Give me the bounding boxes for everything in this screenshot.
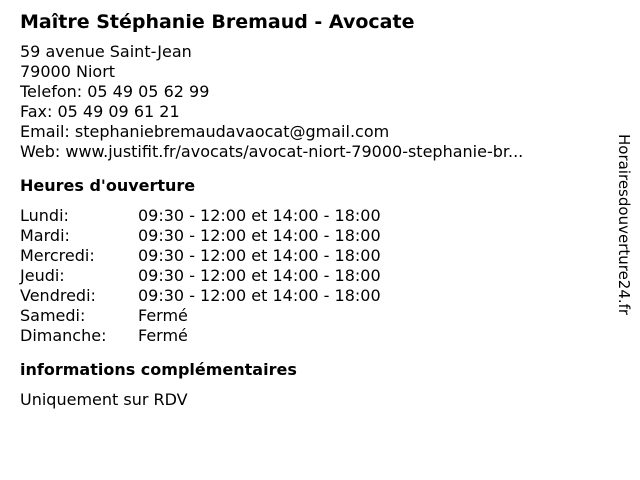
hours-row-friday (20, 286, 600, 306)
business-card (20, 10, 600, 410)
hours-time-value: Fermé (138, 326, 188, 345)
hours-day-label: Vendredi: (20, 286, 96, 305)
hours-row-monday (20, 206, 600, 226)
hours-day-label: Mercredi: (20, 246, 95, 265)
hours-time-value: 09:30 - 12:00 et 14:00 - 18:00 (138, 286, 381, 305)
hours-day-label: Jeudi: (20, 266, 65, 285)
opening-hours-table (20, 206, 600, 346)
email-address: Email: stephaniebremaudavaocat@gmail.com (20, 122, 390, 141)
hours-row-wednesday (20, 246, 600, 266)
brand-watermark: Horairesdouverture24.fr (615, 134, 633, 316)
hours-day-label: Dimanche: (20, 326, 107, 345)
hours-row-saturday (20, 306, 600, 326)
hours-time-value: Fermé (138, 306, 188, 325)
additional-info-heading: informations complémentaires (20, 360, 297, 379)
hours-time-value: 09:30 - 12:00 et 14:00 - 18:00 (138, 266, 381, 285)
website-link: Web: www.justifit.fr/avocats/avocat-niort-79000-stephanie-br... (20, 142, 524, 161)
hours-row-thursday (20, 266, 600, 286)
opening-hours-heading: Heures d'ouverture (20, 176, 196, 195)
hours-day-label: Samedi: (20, 306, 86, 325)
fax-number: Fax: 05 49 09 61 21 (20, 102, 180, 121)
business-title: Maître Stéphanie Bremaud - Avocate (20, 11, 415, 33)
hours-day-label: Mardi: (20, 226, 70, 245)
address-street: 59 avenue Saint-Jean (20, 42, 192, 61)
additional-info-text: Uniquement sur RDV (20, 390, 188, 409)
address-city: 79000 Niort (20, 62, 116, 81)
hours-time-value: 09:30 - 12:00 et 14:00 - 18:00 (138, 246, 381, 265)
phone-number: Telefon: 05 49 05 62 99 (20, 82, 210, 101)
hours-row-sunday (20, 326, 600, 346)
hours-row-tuesday (20, 226, 600, 246)
hours-day-label: Lundi: (20, 206, 69, 225)
hours-time-value: 09:30 - 12:00 et 14:00 - 18:00 (138, 206, 381, 225)
hours-time-value: 09:30 - 12:00 et 14:00 - 18:00 (138, 226, 381, 245)
